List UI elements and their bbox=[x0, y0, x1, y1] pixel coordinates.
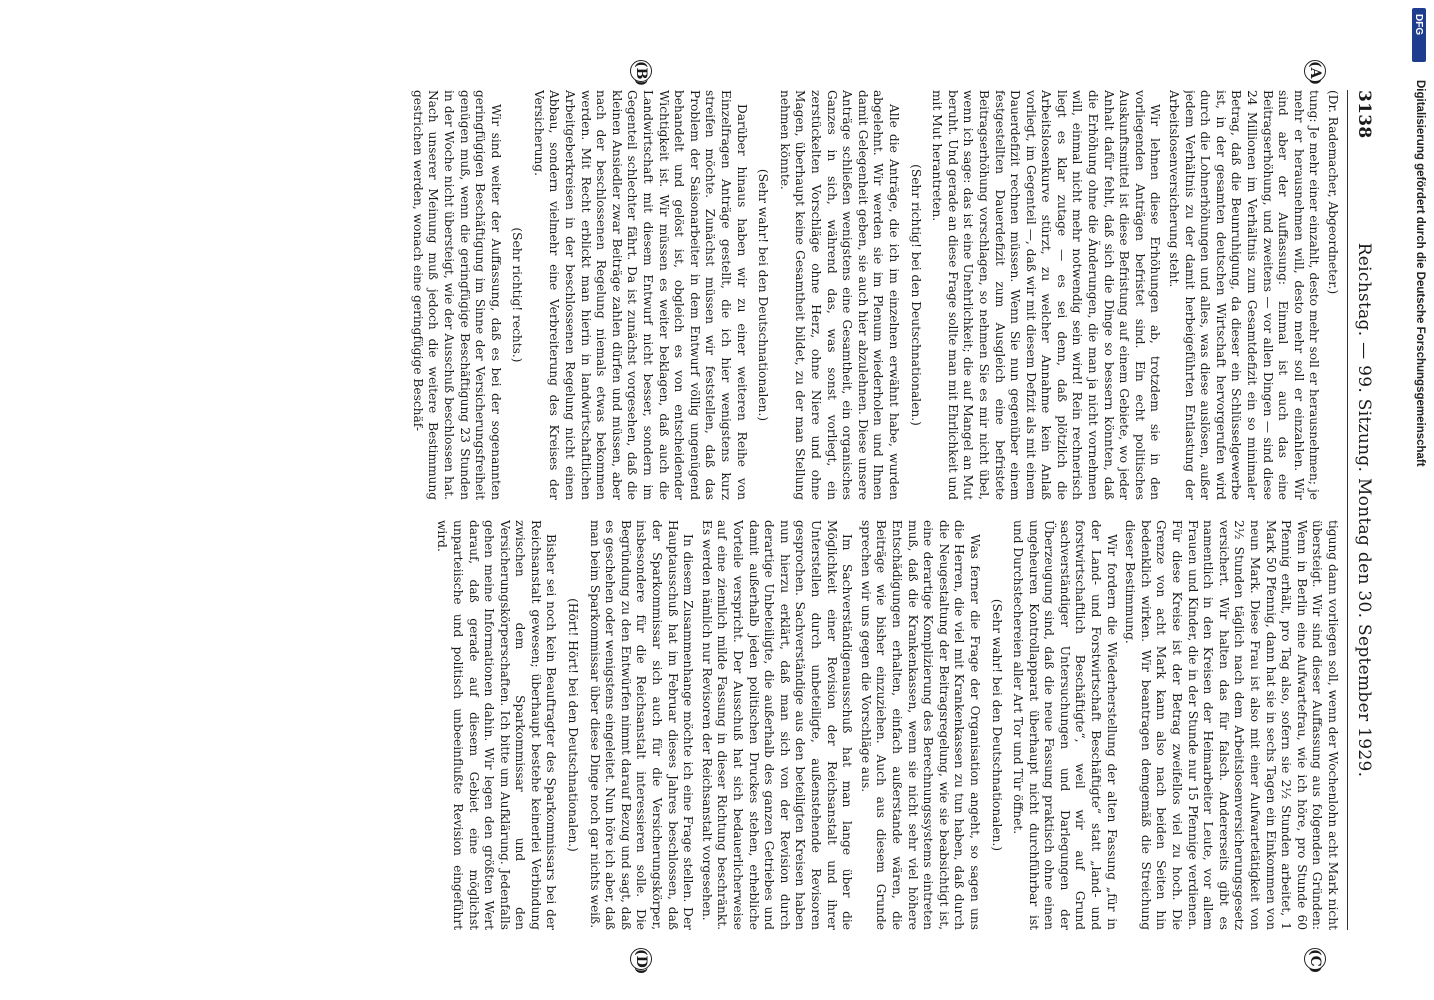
page-header bbox=[1348, 90, 1378, 930]
interjection: (Sehr wahr! bei den Deutschnationalen.) bbox=[989, 598, 1004, 852]
paragraph: Alle die Anträge, die ich im einzelnen erwähnt habe, wurden abgelehnt. Wir werden sie im Plenum wiederholen und Ihnen damit Gelegenheit geben, sie auch hier abzulehnen. Diese unsere Anträge schließen wenigstens eine Gesamtheit, ein organisches Ganzes in sich, während das, was sonst vorliegt, ein zerstückelten Vorschläge ohne Herz, ohne Niere und ohne Magen, überhaupt keine Gesamtheit bildet, zu der man Stellung nehmen könnte. bbox=[777, 90, 901, 500]
paragraph: Wir sind weiter der Auffassung, daß es bei der sogenannten geringfügigen Beschäftigung im Sinne der Versicherungsfreiheit genügen muß, wenn die geringfügige Beschäftigung 23 Stunden in der Woche nicht übersteigt, wie der Ausschuß beschlossen hat. Nach unserer Meinung muß jedoch die weitere Bestimmung gestrichen werden, wonach eine geringfügige Beschäf- bbox=[410, 90, 503, 500]
paragraph: tung: Je mehr einer einzahlt, desto mehr soll er herausnehmen; je mehr er herausnehmen will, desto mehr soll er einzahlen. Wir sind aber der Auffassung: Einmal ist auch das eine Beitragserhöhung, und zweitens — vor allen Dingen — sind diese 24 Millionen im Verhältnis zum Gesamtdefizit ein so minimaler Betrag, daß die Beunruhigung, da dieser ein Schlüsselgewerbe ist, in der gesamten deutschen Wirtschaft hervorgerufen wird durch die Lohnerhöhungen und alles, was diese auslösen, außer jedem Verhältnis zu der damit herbeigeführten Entlastung der Arbeitslosenversicherung steht. bbox=[1167, 90, 1322, 500]
margin-marker-b: (B) bbox=[630, 60, 652, 82]
paragraph: Wir lehnen diese Erhöhungen ab, trotzdem sie in den vorliegenden Anträgen befristet sind. Ein echt politisches Auskunftsmittel ist diese Befristung auf einem Gebiete, wo jeder Anhalt dafür fehlt, daß sich die Dinge so bessern könnten, daß die Erhöhung ohne die Änderungen, die man ja nicht vornehmen will, einmal nicht mehr notwendig sein wird! Rein rechnerisch liegt es klar zutage — es sei denn, daß plötzlich die Arbeitslosenkurve stürzt, zu welcher Annahme kein Anlaß vorliegt, im Gegenteil —, daß wir mit diesem Defizit als mit einem Dauerdefizit rechnen müssen. Wenn Sie nun gegenüber einem festgestellten Dauerdefizit zum Ausgleich eine befristete Beitragserhöhung vorschlagen, so nehmen Sie es mir nicht übel, wenn ich sage: das ist eine Unehrlichkeit; die auf Mangel an Mut beruht. Und gerade an diese Frage sollte man mit Ehrlichkeit und mit Mut herantreten. bbox=[930, 90, 1163, 500]
digitization-credit bbox=[1408, 10, 1428, 990]
paragraph: Bisher sei noch kein Beauftragter des Sparkommissars bei der Reichsanstalt gewesen; überhaupt bestehe keinerlei Verbindung zwischen dem Sparkommissar und den Versicherungskörperschaften. Ich bitte um Aufklärung. Jedenfalls gehen meine Informationen dahin. Wir legen den größten Wert darauf, daß gerade auf diesem Gebiet eine möglichst unparteiische und politisch unbeeinflußte Revision eingeführt wird. bbox=[435, 520, 559, 930]
interjection: (Sehr richtig! rechts.) bbox=[510, 227, 525, 363]
paragraph: (Dr. Rademacher, Abgeordneter.) bbox=[1326, 90, 1340, 295]
interjection: (Hört! Hört! bei den Deutschnationalen.) bbox=[566, 598, 581, 852]
header-rule bbox=[1347, 90, 1348, 930]
paragraph: In diesem Zusammenhange möchte ich eine Frage stellen. Der Hauptausschuß hat im Februar dieses Jahres beschlossen, daß der Sparkommissar sich auch für die Versicherungskörper, insbesondere für die Reichsanstalt interessieren solle. Die Begründung zu den Entwürfen nimmt darauf Bezug und sagt, daß es geschehen oder wenigstens eingeleitet. Nun höre ich aber, daß man beim Sparkommissar über diese Dinge noch gar nichts weiß. bbox=[587, 520, 696, 930]
page-number: 3138 bbox=[1354, 90, 1374, 139]
scanned-page bbox=[12, 0, 1392, 1000]
paragraph: Was ferner die Frage der Organisation angeht, so sagen uns die Herren, die viel mit Krankenkassen zu tun haben, daß durch die Neugestaltung der Beitragsregelung, wie sie beabsichtigt ist, eine derartige Komplizierung des Berechnungssystems eintreten muß, daß die Krankenkassen, wenn sie nicht sehr viel höhere Entschädigungen erhalten, einfach außerstande wären, die Beiträge wie bisher einzuziehen. Auch aus diesem Grunde sprechen wir uns gegen die Vorschläge aus. bbox=[858, 520, 982, 930]
paragraph: Darüber hinaus haben wir zu einer weiteren Reihe von Einzelfragen Anträge gestellt, die ich hier wenigstens kurz streifen möchte. Zunächst müssen wir feststellen, daß das Problem der Saisonarbeiter in dem Entwurf völlig ungenügend behandelt und gelöst ist, obgleich es von entscheidender Wichtigkeit ist. Wir müssen es weiter beklagen, daß auch die Landwirtschaft mit diesem Entwurf nicht besser, sondern im Gegenteil schlechter fährt. Da ist zunächst vorgesehen, daß die kleinen Ansiedler zwar Beiträge zahlen dürfen und müssen, aber nach der beschlossenen Regelung niemals etwas bekommen werden. Mit Recht erblickt man hierin in landwirtschaftlichen Arbeitgeberkreisen in der beschlossenen Regelung nicht einen Abbau, sondern vielmehr eine Verbreiterung des Kreises der Versicherung. bbox=[531, 90, 749, 500]
margin-marker-d: (D) bbox=[630, 948, 652, 970]
margin-marker-c: (C) bbox=[1304, 948, 1326, 970]
margin-marker-a: (A) bbox=[1304, 60, 1326, 82]
paragraph: tigung dann vorliegen soll, wenn der Wochenlohn acht Mark nicht übersteigt. Wir sind dieser Auffassung aus folgenden Gründen: Wenn in Berlin eine Aufwartefrau, wie ich höre, pro Stunde 60 Pfennig erhält, pro Tag also, sofern sie 2½ Stunden arbeitet, 1 Mark 50 Pfennig, dann hat sie in sechs Tagen ein Einkommen von neun Mark. Diese Frau ist also mit einer Aufwartetätigkeit von 2½ Stunden täglich nach dem Arbeitslosenversicherungsgesetz versichert. Wir halten das für falsch. Andererseits gibt es namentlich in den Kreisen der Heimarbeiter Leute, vor allem Frauen und Kinder, die in der Stunde nur 15 Pfennige verdienen. Für diese Kreise ist der Betrag zweifellos viel zu hoch. Die Grenze von acht Mark kann also nach beiden Seiten hin bedenklich wirken. Wir beantragen demgemäß die Streichung dieser Bestimmung. bbox=[1123, 520, 1340, 930]
dfg-logo-text: DFG bbox=[1413, 14, 1424, 36]
left-text-column bbox=[30, 90, 1340, 500]
paragraph: Im Sachverständigenausschuß hat man lange über die Möglichkeit einer Revision der Reichsanstalt und ihrer Unterstellen durch unbeteiligte, außenstehende Revisoren gesprochen. Sachverständige aus den beteiligten Kreisen haben nun hierzu erklärt, daß man sich von der Revision durch derartige Unbeteiligte, die außerhalb des ganzen Getriebes und damit außerhalb jeden politischen Druckes stehen, erhebliche Vorteile verspricht. Der Ausschuß hat sich bedauerlicherweise auf eine ziemlich milde Fassung in dieser Richtung beschränkt. Es werden nämlich nur Revisoren der Reichsanstalt vorgesehen. bbox=[699, 520, 855, 930]
interjection: (Sehr richtig! bei den Deutschnationalen.) bbox=[908, 164, 923, 426]
interjection: (Sehr wahr! bei den Deutschnationalen.) bbox=[756, 168, 771, 422]
right-text-column bbox=[30, 520, 1340, 930]
digitization-credit-text: Digitalisierung gefördert durch die Deutsche Forschungsgemeinschaft bbox=[1414, 80, 1426, 467]
paragraph: Wir fordern die Wiederherstellung der alten Fassung „für in der Land- und Forstwirtschaft Beschäftigte“ statt „land- und forstwirtschaftlich Beschäftigte“, weil wir auf Grund sachverständiger Untersuchungen und Darlegungen der Überzeugung sind, daß die neue Fassung praktisch ohne einen ungeheuren Kontrollapparat überhaupt nicht durchführbar ist und Durchstechereien aller Art Tor und Tür öffnet. bbox=[1011, 520, 1119, 930]
running-title: Reichstag. — 99. Sitzung. Montag den 30. September 1929. bbox=[1354, 242, 1374, 778]
